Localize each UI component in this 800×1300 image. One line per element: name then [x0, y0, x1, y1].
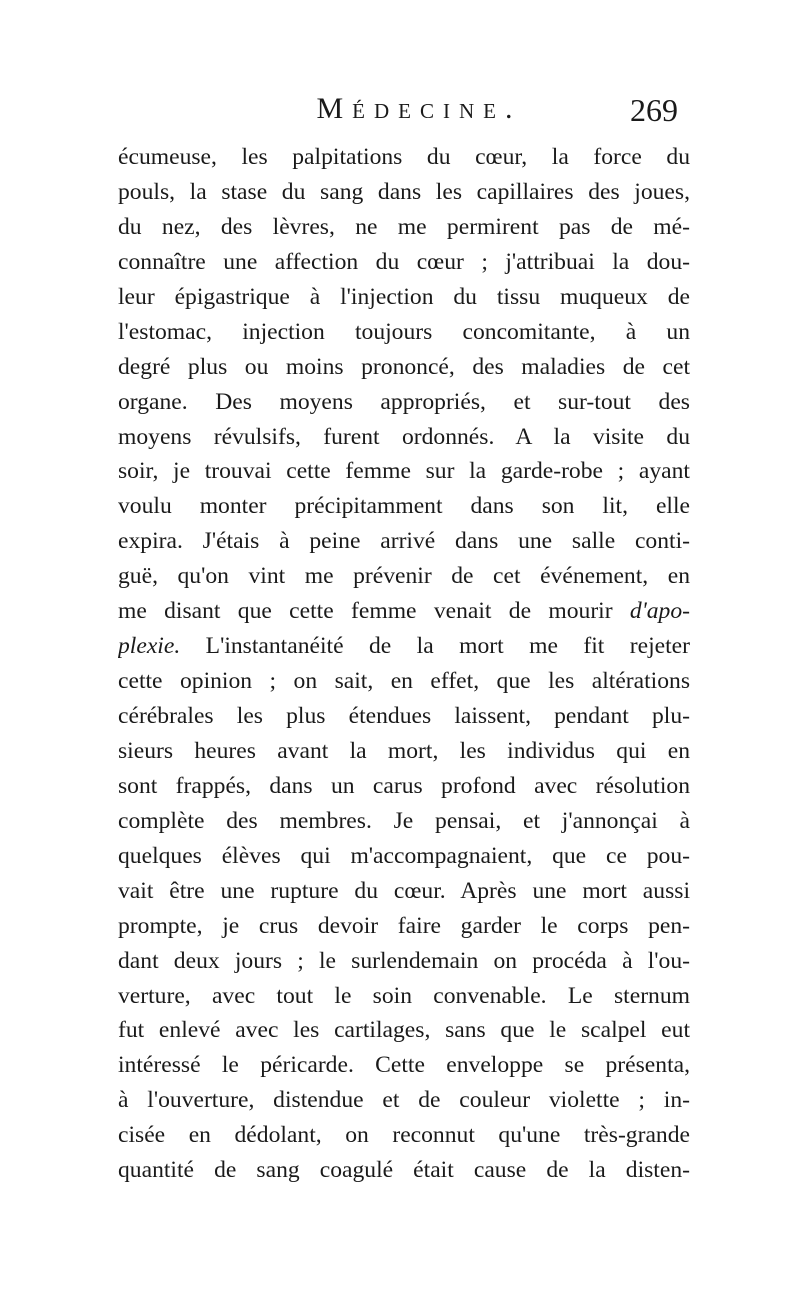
text-line: voulu monter précipitamment dans son lit, elle — [118, 493, 690, 520]
page-number: 269 — [630, 92, 678, 128]
text-line: moyens révulsifs, furent ordonnés. A la visite du — [118, 423, 690, 450]
text-line: complète des membres. Je pensai, et j'annonçai à — [118, 807, 690, 834]
text-line: dant deux jours ; le surlendemain on procéda à l'ou- — [118, 947, 690, 974]
italic-term: plexie. — [118, 633, 181, 660]
text-segment: me disant que cette femme venait de mourir — [118, 598, 613, 625]
text-line: cette opinion ; on sait, en effet, que les altérations — [118, 668, 690, 695]
text-line: quelques élèves qui m'accompagnaient, que ce pou- — [118, 842, 690, 869]
text-line: organe. Des moyens appropriés, et sur-tout des — [118, 388, 690, 415]
text-line: pouls, la stase du sang dans les capillaires des joues, — [118, 178, 690, 205]
text-line: cérébrales les plus étendues laissent, pendant plu- — [118, 703, 690, 729]
text-line: quantité de sang coagulé était cause de la disten- — [118, 1157, 690, 1184]
text-line: cisée en dédolant, on reconnut qu'une très-grande — [118, 1122, 690, 1149]
text-line: prompte, je crus devoir faire garder le corps pen- — [118, 912, 690, 939]
body-text — [118, 140, 690, 1188]
text-line: expira. J'étais à peine arrivé dans une salle conti- — [118, 528, 690, 555]
text-line: du nez, des lèvres, ne me permirent pas de mé- — [118, 213, 690, 240]
text-line: vait être une rupture du cœur. Après une mort aussi — [118, 877, 690, 904]
text-line: sont frappés, dans un carus profond avec résolution — [118, 772, 690, 799]
text-line-with-italic — [118, 594, 690, 629]
text-line: l'estomac, injection toujours concomitante, à un — [118, 318, 690, 345]
text-line: sieurs heures avant la mort, les individus qui en — [118, 737, 690, 764]
text-line: connaître une affection du cœur ; j'attribuai la dou- — [118, 248, 690, 275]
running-head — [118, 92, 690, 132]
text-line: écumeuse, les palpitations du cœur, la force du — [118, 144, 690, 170]
text-line: leur épigastrique à l'injection du tissu muqueux de — [118, 283, 690, 310]
text-line: fut enlevé avec les cartilages, sans que le scalpel eut — [118, 1017, 690, 1044]
text-line: à l'ouverture, distendue et de couleur violette ; in- — [118, 1087, 690, 1114]
text-segment: L'instantanéité de la mort me fit rejeter — [180, 633, 690, 660]
text-line: guë, qu'on vint me prévenir de cet événement, en — [118, 563, 690, 590]
text-line: intéressé le péricarde. Cette enveloppe se présenta, — [118, 1052, 690, 1079]
text-line-with-italic — [118, 629, 690, 664]
text-line: verture, avec tout le soin convenable. Le sternum — [118, 982, 690, 1009]
text-line: soir, je trouvai cette femme sur la garde-robe ; ayant — [118, 458, 690, 485]
text-line: degré plus ou moins prononcé, des maladies de cet — [118, 353, 690, 380]
italic-term: d'apo- — [629, 598, 690, 625]
running-title: Médecine. — [316, 92, 522, 125]
